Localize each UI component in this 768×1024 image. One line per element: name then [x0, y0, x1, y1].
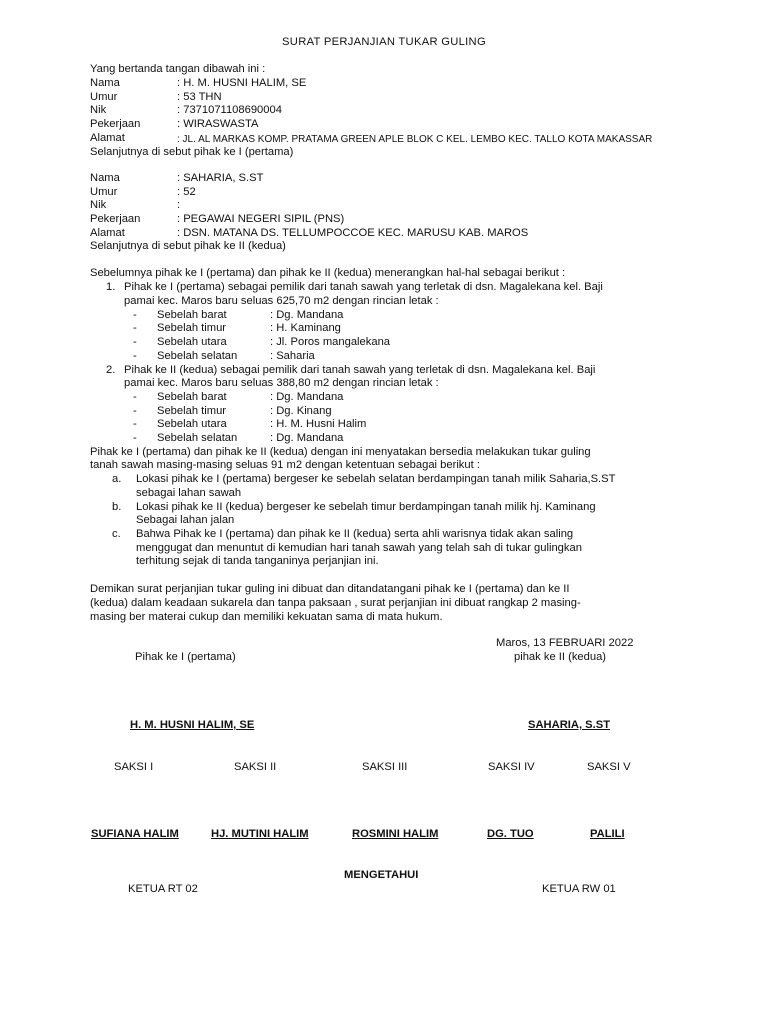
party1-designation: Selanjutnya di sebut pihak ke I (pertama) [90, 146, 294, 158]
bullet-dash: - [133, 350, 137, 362]
term-text: Lokasi pihak ke I (pertama) bergeser ke sebelah selatan berdampingan tanah milik Saharia,S.ST [136, 473, 616, 485]
field-value: : [177, 199, 181, 211]
intro-text: Yang bertanda tangan dibawah ini : [90, 63, 266, 75]
border-value: : H. Kaminang [270, 322, 341, 334]
item-text: Pihak ke I (pertama) sebagai pemilik dari tanah sawah yang terletak di dsn. Magalekana kel. Baji [124, 281, 603, 293]
place-date: Maros, 13 FEBRUARI 2022 [496, 637, 634, 649]
border-value: : Jl. Poros mangalekana [270, 336, 391, 348]
border-value: : H. M. Husni Halim [270, 418, 367, 430]
field-value: : PEGAWAI NEGERI SIPIL (PNS) [177, 213, 345, 225]
witness-name: HJ. MUTINI HALIM [211, 828, 309, 840]
bullet-dash: - [133, 322, 137, 334]
document-title: SURAT PERJANJIAN TUKAR GULING [282, 36, 486, 48]
closing-text: (kedua) dalam keadaan sukarela dan tanpa paksaan , surat perjanjian ini dibuat rangkap 2 masing- [90, 597, 581, 609]
border-value: : Dg. Mandana [270, 391, 344, 403]
border-label: Sebelah utara [157, 418, 227, 430]
witness-title: SAKSI II [234, 761, 277, 773]
witness-name: ROSMINI HALIM [352, 828, 439, 840]
party1-signatory-name: H. M. HUSNI HALIM, SE [130, 719, 255, 731]
item-text: pamai kec. Maros baru seluas 625,70 m2 dengan rincian letak : [124, 295, 439, 307]
bullet-dash: - [133, 405, 137, 417]
bullet-dash: - [133, 309, 137, 321]
term-text: sebagai lahan sawah [136, 487, 242, 499]
border-label: Sebelah barat [157, 309, 227, 321]
field-label: Nik [90, 199, 107, 211]
witness-name: PALILI [590, 828, 625, 840]
bullet-dash: - [133, 391, 137, 403]
acknowledgement-heading: MENGETAHUI [344, 869, 419, 881]
term-text: Bahwa Pihak ke I (pertama) dan pihak ke II (kedua) serta ahli warisnya tidak akan saling [136, 528, 574, 540]
term-text: Sebagai lahan jalan [136, 514, 235, 526]
field-label: Umur [90, 186, 118, 198]
border-label: Sebelah utara [157, 336, 227, 348]
border-value: : Dg. Mandana [270, 432, 344, 444]
field-value: : SAHARIA, S.ST [177, 172, 264, 184]
field-label: Nama [90, 172, 120, 184]
item-text: Pihak ke II (kedua) sebagai pemilik dari tanah sawah yang terletak di dsn. Magalekana kel. Baji [124, 364, 596, 376]
term-letter: c. [112, 528, 121, 540]
witness-title: SAKSI I [114, 761, 154, 773]
border-value: : Dg. Mandana [270, 309, 344, 321]
border-label: Sebelah timur [157, 322, 227, 334]
agreement-text: Pihak ke I (pertama) dan pihak ke II (kedua) dengan ini menyatakan bersedia melakukan tukar guling [90, 446, 591, 458]
field-label: Pekerjaan [90, 213, 141, 225]
term-text: Lokasi pihak ke II (kedua) bergeser ke sebelah timur berdampingan tanah milik hj. Kaminang [136, 501, 596, 513]
field-value: : JL. AL MARKAS KOMP. PRATAMA GREEN APLE BLOK C KEL. LEMBO KEC. TALLO KOTA MAKASSAR [177, 134, 653, 145]
border-label: Sebelah timur [157, 405, 227, 417]
border-label: Sebelah barat [157, 391, 227, 403]
party2-sign-label: pihak ke II (kedua) [514, 651, 607, 663]
bullet-dash: - [133, 432, 137, 444]
border-label: Sebelah selatan [157, 432, 238, 444]
term-letter: a. [112, 473, 122, 485]
party2-designation: Selanjutnya di sebut pihak ke II (kedua) [90, 240, 286, 252]
field-value: : H. M. HUSNI HALIM, SE [177, 77, 307, 89]
field-label: Nama [90, 77, 120, 89]
field-value: : 53 THN [177, 91, 222, 103]
item-text: pamai kec. Maros baru seluas 388,80 m2 dengan rincian letak : [124, 377, 439, 389]
witness-title: SAKSI III [362, 761, 408, 773]
field-label: Alamat [90, 132, 125, 144]
field-value: : 7371071108690004 [177, 104, 282, 116]
item-number: 2. [106, 364, 116, 376]
witness-name: SUFIANA HALIM [91, 828, 179, 840]
preamble-text: Sebelumnya pihak ke I (pertama) dan pihak ke II (kedua) menerangkan hal-hal sebagai berikut : [90, 267, 566, 279]
closing-text: masing ber materai cukup dan memiliki kekuatan sama di mata hukum. [90, 611, 443, 623]
field-label: Umur [90, 91, 118, 103]
rt-head-label: KETUA RT 02 [128, 883, 198, 895]
field-value: : WIRASWASTA [177, 118, 259, 130]
term-text: menggugat dan menuntut di kemudian hari tanah sawah yang telah sah di tukar gulingkan [136, 542, 582, 554]
border-label: Sebelah selatan [157, 350, 238, 362]
bullet-dash: - [133, 418, 137, 430]
field-value: : 52 [177, 186, 196, 198]
witness-name: DG. TUO [487, 828, 534, 840]
item-number: 1. [106, 281, 116, 293]
border-value: : Saharia [270, 350, 315, 362]
field-label: Nik [90, 104, 107, 116]
term-text: terhitung sejak di tanda tanganinya perjanjian ini. [136, 555, 379, 567]
witness-title: SAKSI V [587, 761, 631, 773]
witness-title: SAKSI IV [488, 761, 535, 773]
border-value: : Dg. Kinang [270, 405, 332, 417]
term-letter: b. [112, 501, 122, 513]
field-label: Pekerjaan [90, 118, 141, 130]
closing-text: Demikan surat perjanjian tukar guling ini dibuat dan ditandatangani pihak ke I (pertama) dan ke II [90, 583, 570, 595]
agreement-text: tanah sawah masing-masing seluas 91 m2 dengan ketentuan sebagai berikut : [90, 459, 480, 471]
field-label: Alamat [90, 227, 125, 239]
party2-signatory-name: SAHARIA, S.ST [528, 719, 611, 731]
field-value: : DSN. MATANA DS. TELLUMPOCCOE KEC. MARUSU KAB. MAROS [177, 227, 529, 239]
rw-head-label: KETUA RW 01 [542, 883, 616, 895]
party1-sign-label: Pihak ke I (pertama) [135, 651, 236, 663]
bullet-dash: - [133, 336, 137, 348]
